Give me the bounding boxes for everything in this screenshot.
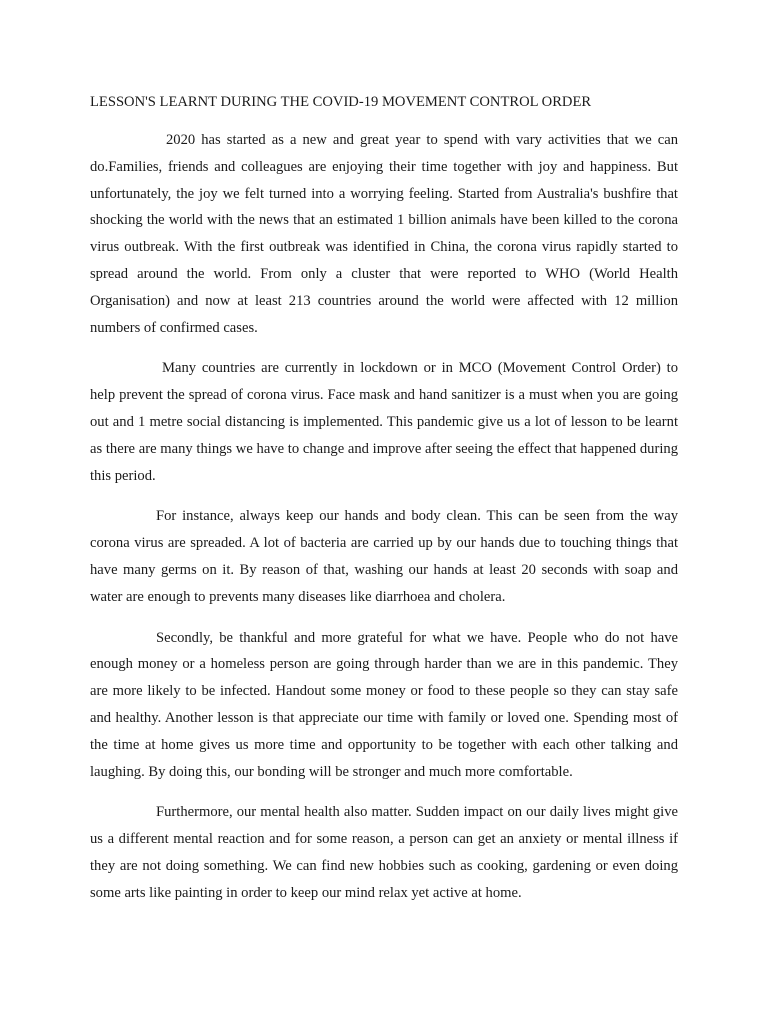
paragraph-lockdown: Many countries are currently in lockdown or in MCO (Movement Control Order) to help prevent the spread of corona virus. Face mask and hand sanitizer is a must when you are going out and 1 metre social distancing is implemented. This pandemic give us a lot of lesson to be learnt as there are many things we have to change and improve after seeing the effect that happened during this period.: [90, 360, 678, 484]
paragraph-mental-health: Furthermore, our mental health also matter. Sudden impact on our daily lives might give us a different mental reaction and for some reason, a person can get an anxiety or mental illness if they are not doing something. We can find new hobbies such as cooking, gardening or even doing some arts like painting in order to keep our mind relax yet active at home.: [90, 804, 678, 901]
paragraph-hygiene: For instance, always keep our hands and body clean. This can be seen from the way corona virus are spreaded. A lot of bacteria are carried up by our hands due to touching things that have many germs on it. By reason of that, washing our hands at least 20 seconds with soap and water are enough to prevents many diseases like diarrhoea and cholera.: [90, 508, 678, 605]
paragraph-intro: 2020 has started as a new and great year to spend with vary activities that we can do.Families, friends and colleagues are enjoying their time together with joy and happiness. But unfortunately, the joy we felt turned into a worrying feeling. Started from Australia's bushfire that shocking the world with the news that an estimated 1 billion animals have been killed to the corona virus outbreak. With the first outbreak was identified in China, the corona virus rapidly started to spread around the world. From only a cluster that were reported to WHO (World Health Organisation) and now at least 213 countries around the world were affected with 12 million numbers of confirmed cases.: [90, 132, 678, 336]
document-body: [90, 89, 678, 921]
document-title: LESSON'S LEARNT DURING THE COVID-19 MOVEMENT CONTROL ORDER: [90, 94, 592, 110]
paragraph-gratitude: Secondly, be thankful and more grateful for what we have. People who do not have enough money or a homeless person are going through harder than we are in this pandemic. They are more likely to be infected. Handout some money or food to these people so they can stay safe and healthy. Another lesson is that appreciate our time with family or loved one. Spending most of the time at home gives us more time and opportunity to be together with each other talking and laughing. By doing this, our bonding will be stronger and much more comfortable.: [90, 629, 678, 780]
